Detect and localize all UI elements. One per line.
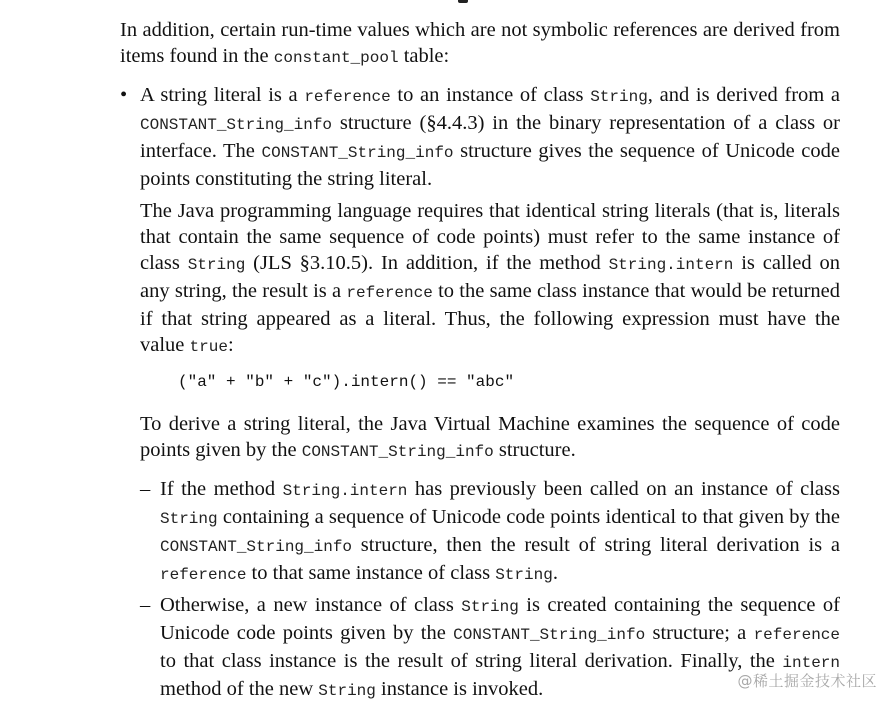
dash-item-interned: If the method String.intern has previously been called on an instance of class String containing a sequence of Unicode code points identical to that given by the CONSTANT_String_info structure, then the result of string literal derivation is a reference to that same instance of class String. <box>160 478 840 584</box>
code-constant-pool: constant_pool <box>273 49 399 67</box>
code-string: String <box>461 598 519 616</box>
code-reference: reference <box>346 284 433 302</box>
code-constant-string-info: CONSTANT_String_info <box>301 443 494 461</box>
dash-marker: – <box>140 478 151 500</box>
dash-marker: – <box>140 594 151 616</box>
code-constant-string-info: CONSTANT_String_info <box>261 144 454 162</box>
code-reference: reference <box>304 88 391 106</box>
code-reference: reference <box>160 566 247 584</box>
bullet-marker: • <box>120 84 128 106</box>
bullet-string-literal: A string literal is a reference to an instance of class String, and is derived from a CONSTANT_String_info structure (§4.4.3) in the binary representation of a class or interface. The CONSTANT_String_info structure gives the sequence of Unicode code points constituting the string literal. <box>140 84 840 190</box>
jls-paragraph: The Java programming language requires that identical string literals (that is, literals that contain the same sequence of code points) must refer to the same instance of class String (JLS §3.10.5). In addition, if the method String.intern is called on any string, the result is a reference to the same class instance that would be returned if that string appeared as a literal. Thus, the following expression must have the value true: <box>140 200 841 356</box>
code-true: true <box>189 338 228 356</box>
code-string: String <box>495 566 553 584</box>
page-top-fragment <box>458 0 468 3</box>
code-string: String <box>590 88 648 106</box>
code-constant-string-info: CONSTANT_String_info <box>140 116 333 134</box>
intro-paragraph: In addition, certain run-time values which are not symbolic references are derived from items found in the constant_pool table: <box>120 19 840 67</box>
code-constant-string-info: CONSTANT_String_info <box>453 626 646 644</box>
derive-paragraph: To derive a string literal, the Java Virtual Machine examines the sequence of code points given by the CONSTANT_String_info structure. <box>140 413 840 461</box>
code-string-intern: String.intern <box>608 256 734 274</box>
code-reference: reference <box>753 626 840 644</box>
dash-item-new-instance: Otherwise, a new instance of class String is created containing the sequence of Unicode code points given by the CONSTANT_String_info structure; a reference to that class instance is the result of string literal derivation. Finally, the intern method of the new String instance is invoked. <box>160 594 840 700</box>
code-string-intern: String.intern <box>282 482 408 500</box>
code-string: String <box>160 510 218 528</box>
watermark-text: @稀土掘金技术社区 <box>737 672 877 690</box>
code-string: String <box>187 256 246 274</box>
code-intern: intern <box>782 654 840 672</box>
code-constant-string-info: CONSTANT_String_info <box>160 538 353 556</box>
code-example: ("a" + "b" + "c").intern() == "abc" <box>178 373 515 391</box>
code-string: String <box>318 682 376 700</box>
